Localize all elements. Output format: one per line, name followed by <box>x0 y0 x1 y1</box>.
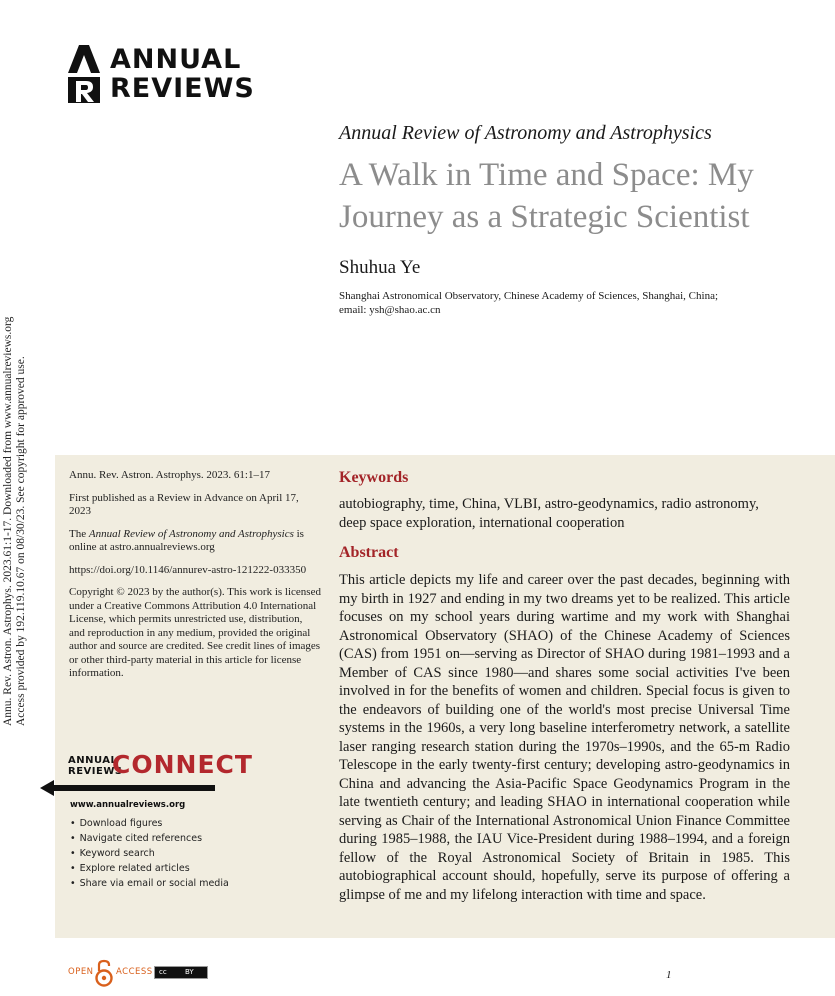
page-number: 1 <box>666 969 672 981</box>
by-label: BY <box>185 968 194 976</box>
open-access-badge <box>68 959 218 989</box>
connect-feature-item: • Keyword search <box>70 846 229 861</box>
download-notice <box>2 266 32 726</box>
download-notice-line1: Annu. Rev. Astron. Astrophys. 2023.61:1-17. Downloaded from www.annualreviews.org <box>2 316 14 726</box>
logo-line2: REVIEWS <box>110 73 255 104</box>
logo-line1: ANNUAL <box>110 44 242 75</box>
arrow-left-icon <box>40 780 215 796</box>
affiliation-text: Shanghai Astronomical Observatory, Chinese Academy of Sciences, Shanghai, China; <box>339 290 719 302</box>
author-affiliation <box>339 289 809 317</box>
connect-features <box>70 816 229 891</box>
article-title: A Walk in Time and Space: My Journey as a Strategic Scientist <box>339 157 754 235</box>
journal-name: Annual Review of Astronomy and Astrophysics <box>339 122 712 144</box>
annual-reviews-connect[interactable] <box>40 752 320 902</box>
article-metadata <box>69 469 321 690</box>
connect-feature-item: • Share via email or social media <box>70 876 229 891</box>
open-label: OPEN <box>68 967 94 977</box>
first-published: First published as a Review in Advance on April 17, 2023 <box>69 491 299 517</box>
citation: Annu. Rev. Astron. Astrophys. 2023. 61:1–17 <box>69 469 270 481</box>
download-notice-line2: Access provided by 192.119.10.67 on 08/30/23. See copyright for approved use. <box>15 356 27 726</box>
author-name: Shuhua Ye <box>339 257 421 278</box>
connect-small-line2: REVIEWS <box>68 766 123 777</box>
doi-link[interactable]: https://doi.org/10.1146/annurev-astro-121222-033350 <box>69 563 307 576</box>
connect-small-line1: ANNUAL <box>68 755 118 766</box>
online-the: The <box>69 527 89 540</box>
connect-feature-item: • Navigate cited references <box>70 831 229 846</box>
online-availability <box>69 528 321 555</box>
ar-logo-icon <box>68 45 100 103</box>
open-lock-icon <box>94 959 114 987</box>
copyright-notice: Copyright © 2023 by the author(s). This work is licensed under a Creative Commons Attribution 4.0 International License, which permits unrestricted use, distribution, and reproduction in any medium, provided the original author and source are credited. See credit lines of images or other third-party material in this article for license information. <box>69 586 321 679</box>
connect-feature-item: • Explore related articles <box>70 861 229 876</box>
author-email[interactable]: email: ysh@shao.ac.cn <box>339 304 441 316</box>
cc-by-license-icon[interactable] <box>154 966 208 979</box>
keywords-text: autobiography, time, China, VLBI, astro-geodynamics, radio astronomy, deep space exploration, international cooperation <box>339 496 759 531</box>
online-journal: Annual Review of Astronomy and Astrophysics <box>88 527 294 540</box>
connect-title: CONNECT <box>112 750 253 779</box>
keywords-heading: Keywords <box>339 469 409 486</box>
connect-feature-item: • Download figures <box>70 816 229 831</box>
access-label: ACCESS <box>116 967 153 977</box>
cc-label: cc <box>159 968 167 976</box>
abstract-heading: Abstract <box>339 544 399 561</box>
online-rest: is online at astro.annualreviews.org <box>69 527 304 553</box>
abstract-text: This article depicts my life and career over the past decades, beginning with my birth in 1927 and ending in my two dreams yet to be realized. This article focuses on my school years during wartime and my work with Shanghai Astronomical Observatory (SHAO) of the Chinese Academy of Sciences (CAS) from 1951 on—serving as Director of SHAO during 1981–1993 and a Member of CAS since 1980—and shares some social activities I've been involved in for the benefits of women and children. Special focus is given to the endeavors of building one of the world's most precise Universal Time systems in the 1960s, a very long baseline interferometry network, a satellite laser ranging research station during the 1970s–1990s, and the 65-m Radio Telescope in the early twenty-first century; developing astro-geodynamics in China and advancing the Asia-Pacific Space Geodynamics Program in the late twentieth century; and leading SHAO in international cooperation while serving as Chair of the International Astronomical Union Finance Committee during 1985–1988, the IAU Vice-President during 1988–1994, and a foreign fellow of the Royal Astronomical Society of Britain in 1985. This autobiographical account should, hopefully, serve its purpose of offering a glimpse of me and my lifelong interaction with time and space. <box>339 572 790 903</box>
connect-url[interactable]: www.annualreviews.org <box>70 800 186 810</box>
